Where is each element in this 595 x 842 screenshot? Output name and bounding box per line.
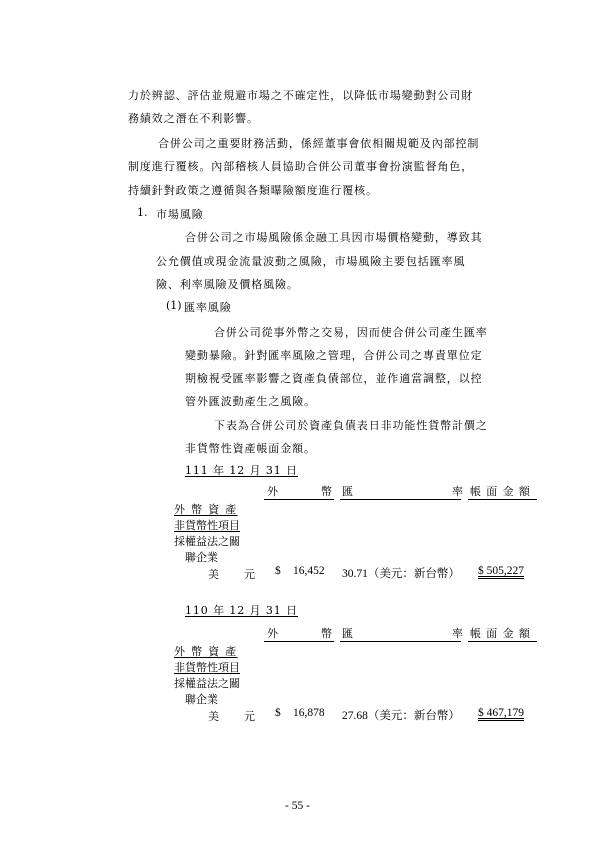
subcategory-line-2: 聯企業 — [185, 693, 218, 706]
row-header: 外 幣 資 產 — [174, 503, 238, 516]
header-fx-left: 外 — [267, 627, 278, 640]
governance-line-2: 制度進行覆核。內部稽核人員協助合併公司董事會扮演監督角色， — [128, 160, 474, 173]
header-rule-rate — [340, 641, 461, 642]
header-rate-right: 率 — [452, 627, 463, 640]
fx-amount: 16,452 — [293, 565, 325, 577]
table-date: 111 年 12 月 31 日 — [185, 464, 298, 477]
subsection-body-line-2: 變動暴險。針對匯率風險之管理，合併公司之專責單位定 — [185, 349, 483, 362]
subcategory-line-2: 聯企業 — [185, 551, 218, 564]
governance-line-1: 合併公司之重要財務活動，係經董事會依相關規範及內部控制 — [158, 137, 480, 150]
book-value: $ 467,179 — [478, 707, 524, 719]
exchange-rate: 27.68（美元：新台幣） — [342, 710, 460, 722]
intro-line-2: 務績效之潛在不利影響。 — [128, 112, 259, 125]
section-body-line-3: 險、利率風險及價格風險。 — [156, 278, 299, 291]
header-rate-left: 匯 — [342, 485, 353, 498]
fx-dollar-sign: $ — [275, 707, 281, 719]
fx-amount: 16,878 — [293, 707, 325, 719]
table-intro-line-2: 非貨幣性資產帳面金額。 — [185, 442, 316, 455]
header-rule-rate — [340, 499, 461, 500]
header-rate-right: 率 — [452, 485, 463, 498]
header-amount: 帳 面 金 額 — [470, 485, 531, 498]
subsection-body-line-3: 期檢視受匯率影響之資產負債部位，並作適當調整，以控 — [185, 372, 483, 385]
row-header: 外 幣 資 產 — [174, 645, 238, 658]
section-title: 市場風險 — [156, 208, 204, 221]
currency-label-right: 元 — [244, 710, 255, 723]
header-rule-fx — [264, 499, 334, 500]
currency-label-left: 美 — [208, 568, 219, 581]
table-intro-line-1: 下表為合併公司於資產負債表日非功能性貨幣計價之 — [214, 419, 488, 432]
header-rule-amount — [468, 641, 537, 642]
intro-line-1: 力於辨認、評估並規避市場之不確定性，以降低市場變動對公司財 — [128, 89, 474, 102]
header-rule-fx — [264, 641, 334, 642]
currency-label-right: 元 — [244, 568, 255, 581]
header-fx-left: 外 — [267, 485, 278, 498]
subcategory-line-1: 採權益法之關 — [174, 535, 240, 548]
category-label: 非貨幣性項目 — [174, 661, 240, 674]
subcategory-line-1: 採權益法之關 — [174, 677, 240, 690]
section-body-line-2: 公允價值或現金流量波動之風險，市場風險主要包括匯率風 — [156, 255, 466, 268]
section-body-line-1: 合併公司之市場風險係金融工具因市場價格變動，導致其 — [185, 231, 483, 244]
subsection-number: (1) — [166, 299, 182, 312]
section-number: 1. — [137, 206, 148, 219]
page-number: - 55 - — [285, 800, 310, 812]
table-date: 110 年 12 月 31 日 — [185, 604, 298, 617]
header-rule-amount — [468, 499, 537, 500]
header-rate-left: 匯 — [342, 627, 353, 640]
currency-label-left: 美 — [208, 710, 219, 723]
governance-line-3: 持續針對政策之遵循與各類曝險額度進行覆核。 — [128, 184, 378, 197]
book-value: $ 505,227 — [478, 565, 524, 577]
exchange-rate: 30.71（美元：新台幣） — [342, 568, 460, 580]
subsection-title: 匯率風險 — [184, 301, 232, 314]
header-amount: 帳 面 金 額 — [470, 627, 531, 640]
fx-dollar-sign: $ — [275, 565, 281, 577]
header-fx-right: 幣 — [321, 627, 332, 640]
subsection-body-line-4: 管外匯波動產生之風險。 — [185, 395, 316, 408]
header-fx-right: 幣 — [321, 485, 332, 498]
subsection-body-line-1: 合併公司從事外幣之交易，因而使合併公司產生匯率 — [214, 326, 488, 339]
category-label: 非貨幣性項目 — [174, 519, 240, 532]
